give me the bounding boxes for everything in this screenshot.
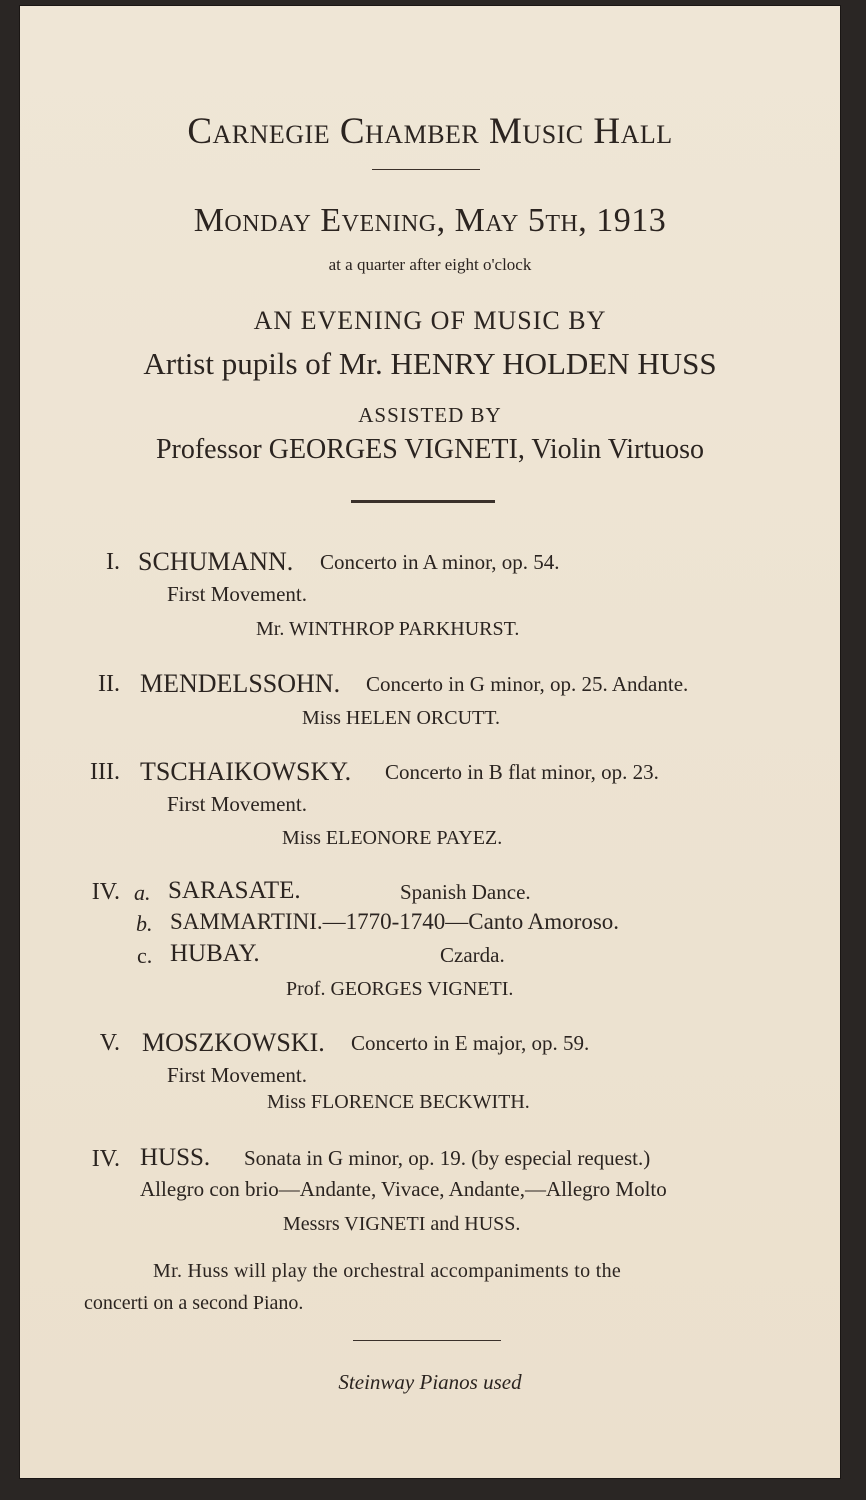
program-item-5-work: Concerto in E major, op. 59. bbox=[351, 1031, 590, 1055]
assistant-line: Professor GEORGES VIGNETI, Violin Virtuoso bbox=[155, 434, 705, 465]
divider-top bbox=[372, 169, 480, 170]
program-item-5-number: V. bbox=[99, 1030, 120, 1056]
program-item-6-performer: Messrs VIGNETI and HUSS. bbox=[283, 1213, 521, 1235]
program-item-1-performer: Mr. WINTHROP PARKHURST. bbox=[256, 618, 520, 640]
assisted-by: ASSISTED BY bbox=[358, 403, 502, 427]
program-item-2-performer: Miss HELEN ORCUTT. bbox=[302, 707, 500, 729]
program-card bbox=[20, 6, 840, 1478]
program-item-5-performer: Miss FLORENCE BECKWITH. bbox=[267, 1091, 530, 1113]
program-item-3-movement: First Movement. bbox=[167, 792, 307, 816]
program-item-1-number: I. bbox=[106, 549, 120, 575]
evening-intro: AN EVENING OF MUSIC BY bbox=[253, 306, 607, 335]
divider-main bbox=[351, 500, 495, 503]
program-item-3-composer: TSCHAIKOWSKY. bbox=[140, 757, 352, 786]
program-item-4-number: IV. bbox=[91, 879, 120, 905]
program-item-4b-line: SAMMARTINI.—1770-1740—Canto Amoroso. bbox=[170, 909, 620, 934]
program-item-6-movements: Allegro con brio—Andante, Vivace, Andante,—Allegro Molto bbox=[140, 1177, 667, 1201]
program-item-1-movement: First Movement. bbox=[167, 582, 307, 606]
program-item-3-number: III. bbox=[90, 759, 120, 785]
program-item-4a-letter: a. bbox=[134, 880, 151, 905]
program-item-4a-work: Spanish Dance. bbox=[400, 880, 531, 904]
program-item-1-composer: SCHUMANN. bbox=[138, 547, 294, 576]
program-item-5-composer: MOSZKOWSKI. bbox=[142, 1028, 325, 1057]
program-item-6-number: IV. bbox=[91, 1146, 120, 1172]
steinway-note: Steinway Pianos used bbox=[338, 1370, 522, 1394]
note-line-1: Mr. Huss will play the orchestral accompaniments to the bbox=[153, 1260, 622, 1282]
artists-line: Artist pupils of Mr. HENRY HOLDEN HUSS bbox=[143, 346, 717, 381]
hall-title: Carnegie Chamber Music Hall bbox=[187, 111, 673, 152]
program-item-6-work: Sonata in G minor, op. 19. (by especial request.) bbox=[244, 1146, 651, 1170]
program-item-3-performer: Miss ELEONORE PAYEZ. bbox=[282, 827, 503, 849]
program-item-6-composer: HUSS. bbox=[140, 1144, 211, 1171]
program-item-4a-composer: SARASATE. bbox=[168, 877, 301, 904]
program-item-3-work: Concerto in B flat minor, op. 23. bbox=[385, 760, 659, 784]
program-item-4c-composer: HUBAY. bbox=[170, 940, 260, 967]
note-line-2: concerti on a second Piano. bbox=[84, 1292, 304, 1314]
divider-bottom bbox=[353, 1340, 501, 1341]
concert-time: at a quarter after eight o'clock bbox=[328, 255, 532, 274]
program-item-1-work: Concerto in A minor, op. 54. bbox=[320, 550, 560, 574]
program-item-2-work: Concerto in G minor, op. 25. Andante. bbox=[366, 672, 689, 696]
program-item-4c-letter: c. bbox=[137, 943, 153, 968]
program-item-2-number: II. bbox=[98, 671, 120, 697]
program-item-4c-work: Czarda. bbox=[440, 943, 505, 967]
program-item-4b-letter: b. bbox=[136, 911, 153, 936]
program-item-4-performer: Prof. GEORGES VIGNETI. bbox=[286, 978, 514, 1000]
program-item-2-composer: MENDELSSOHN. bbox=[140, 669, 341, 698]
program-item-5-movement: First Movement. bbox=[167, 1063, 307, 1087]
concert-date: Monday Evening, May 5th, 1913 bbox=[193, 202, 667, 239]
